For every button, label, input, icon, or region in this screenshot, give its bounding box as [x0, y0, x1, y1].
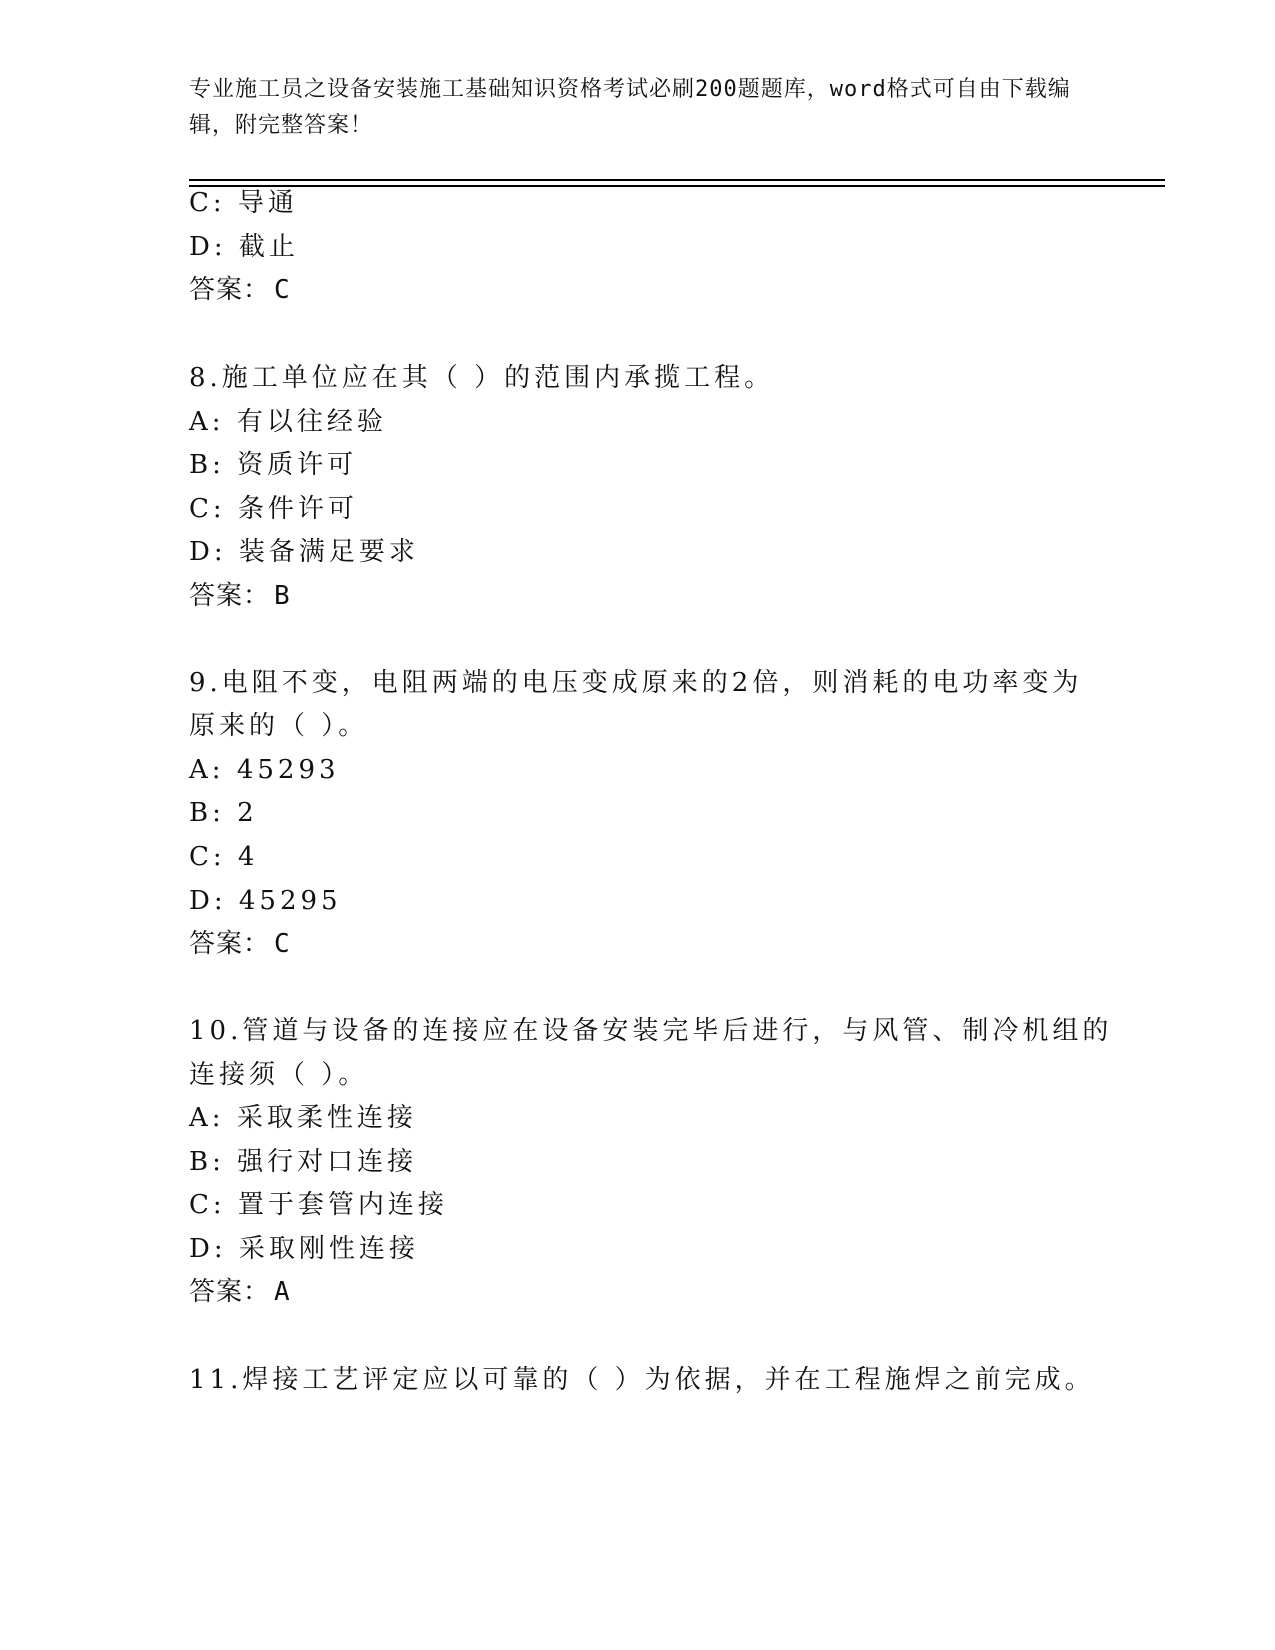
option-text: 45293: [236, 755, 340, 785]
answer-value: C: [274, 929, 291, 959]
option-line: [189, 840, 258, 874]
option-text: 有以往经验: [236, 407, 387, 437]
option-line: [189, 884, 342, 918]
option-text: 采取柔性连接: [236, 1103, 417, 1133]
option-text: 导通: [237, 188, 298, 218]
option-line: [189, 1232, 419, 1266]
option-label: B:: [189, 450, 225, 480]
option-text: 强行对口连接: [237, 1147, 418, 1177]
option-label: A:: [189, 1103, 225, 1133]
option-label: C:: [189, 494, 226, 524]
option-line: [189, 796, 258, 830]
option-line: [189, 1145, 417, 1179]
option-label: A:: [189, 755, 225, 785]
option-text: 条件许可: [237, 494, 358, 524]
option-line: [189, 492, 358, 526]
option-label: C:: [189, 188, 226, 218]
option-line: [189, 448, 357, 482]
answer-line: [189, 927, 291, 961]
option-label: D:: [189, 537, 227, 567]
document-header: 专业施工员之设备安装施工基础知识资格考试必刷200题题库，word格式可自由下载编辑，附完整答案！: [189, 77, 1071, 138]
answer-label: 答案：: [189, 581, 271, 611]
question-stem: 10.管道与设备的连接应在设备安装完毕后进行，与风管、制冷机组的: [189, 1016, 1113, 1046]
option-text: 置于套管内连接: [237, 1190, 448, 1220]
option-line: [189, 535, 419, 569]
option-line: [189, 1101, 417, 1135]
option-line: [189, 405, 387, 439]
option-label: D:: [189, 232, 227, 262]
option-text: 2: [237, 798, 258, 828]
option-text: 装备满足要求: [238, 537, 419, 567]
option-text: 4: [237, 842, 259, 872]
option-label: D:: [189, 886, 227, 916]
answer-line: [189, 1275, 291, 1309]
option-label: D:: [189, 1234, 227, 1264]
option-label: C:: [189, 1190, 226, 1220]
question-stem: 8.施工单位应在其（ ）的范围内承揽工程。: [189, 363, 775, 393]
question-stem-continued: 原来的（ ）。: [189, 711, 369, 741]
question-stem-continued: 连接须（ ）。: [189, 1060, 369, 1090]
option-label: C:: [189, 842, 226, 872]
header-rule-top: [189, 179, 1165, 181]
option-text: 45295: [238, 886, 342, 916]
option-line: [189, 753, 340, 787]
question-stem: 11.焊接工艺评定应以可靠的（ ）为依据，并在工程施焊之前完成。: [189, 1365, 1095, 1395]
option-text: 资质许可: [237, 450, 358, 480]
answer-line: [189, 579, 291, 613]
option-label: B:: [189, 1147, 225, 1177]
option-label: B:: [189, 798, 225, 828]
answer-value: A: [274, 1277, 291, 1307]
option-text: 采取刚性连接: [238, 1234, 419, 1264]
question-stem: 9.电阻不变，电阻两端的电压变成原来的2倍，则消耗的电功率变为: [189, 668, 1083, 698]
answer-label: 答案：: [189, 275, 271, 305]
answer-value: B: [274, 581, 291, 611]
answer-line: [189, 273, 291, 307]
option-line: [189, 186, 298, 220]
answer-value: C: [274, 275, 291, 305]
option-line: [189, 230, 299, 264]
option-text: 截止: [238, 232, 299, 262]
header-rule-bottom: [189, 185, 1165, 187]
option-label: A:: [189, 407, 225, 437]
answer-label: 答案：: [189, 1277, 271, 1307]
answer-label: 答案：: [189, 929, 271, 959]
option-line: [189, 1188, 448, 1222]
